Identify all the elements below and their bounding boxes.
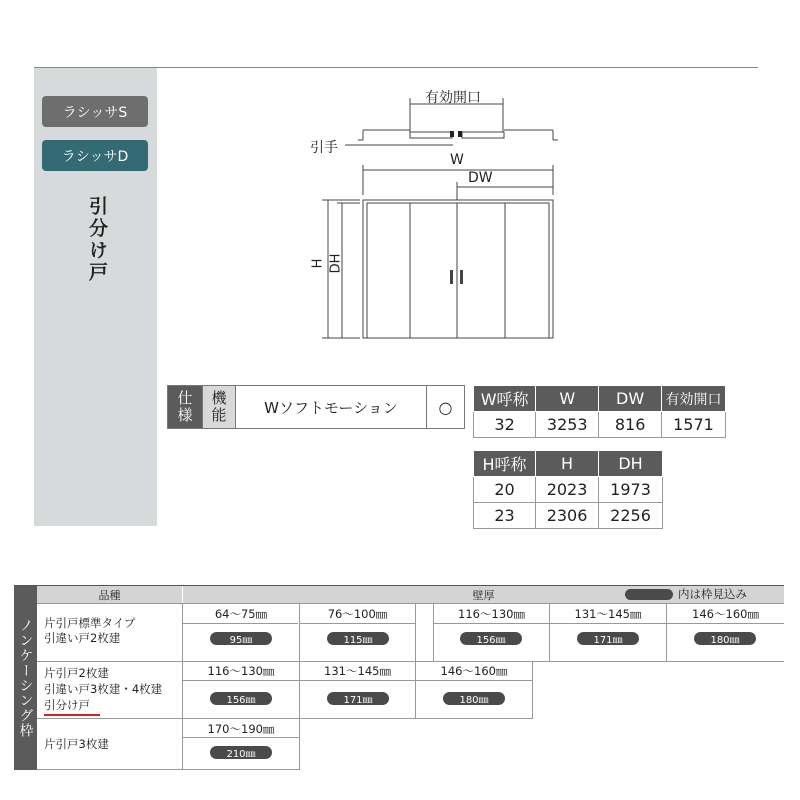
grid-line <box>434 623 784 624</box>
spec-row <box>167 385 465 429</box>
wall-range: 146〜160㎜ <box>440 664 508 678</box>
w-size-table <box>473 385 726 438</box>
cell: 2023 <box>536 477 599 503</box>
type-label: 引違い戸3枚建・4枚建 <box>44 682 163 696</box>
cell: 20 <box>474 477 536 503</box>
highlight-underline <box>44 714 100 716</box>
h-size-table <box>473 450 663 529</box>
badge-lasissa-s: ラシッサS <box>42 96 148 127</box>
col-header: H <box>536 451 599 477</box>
col-header: DH <box>599 451 663 477</box>
col-header: DW <box>599 386 662 412</box>
wall-header: 壁厚 <box>183 586 784 603</box>
grid-line <box>37 769 299 770</box>
product-title: 引分け戸 <box>86 196 108 284</box>
dw-label: DW <box>468 170 493 186</box>
grid-line <box>37 661 784 662</box>
h-label: H <box>310 258 326 269</box>
type-label-highlighted: 引分け戸 <box>44 698 90 712</box>
grid-line <box>183 737 299 738</box>
wall-range: 131〜145㎜ <box>324 664 391 678</box>
door-diagram <box>300 80 580 350</box>
function-mark: ○ <box>438 397 453 417</box>
cell: 1571 <box>661 412 725 438</box>
legend-text: 内は枠見込み <box>678 587 747 601</box>
type-label: 片引戸3枚建 <box>44 737 109 751</box>
type-label: 片引戸2枚建 <box>44 666 109 680</box>
dh-label: DH <box>328 253 344 274</box>
frame-depth-pill: 156㎜ <box>460 632 522 645</box>
grid-line <box>37 603 784 604</box>
cell: 23 <box>474 503 536 529</box>
cell: 1973 <box>599 477 663 503</box>
wall-range: 131〜145㎜ <box>574 607 642 621</box>
wall-range: 116〜130㎜ <box>458 607 525 621</box>
wall-range: 64〜75㎜ <box>214 607 268 621</box>
col-header: W呼称 <box>474 386 536 412</box>
grid-line <box>37 718 532 719</box>
legend-swatch <box>625 589 673 600</box>
frame-depth-pill: 210㎜ <box>210 746 272 759</box>
wall-range: 76〜100㎜ <box>327 607 388 621</box>
grid-line <box>182 603 183 770</box>
wall-range: 146〜160㎜ <box>692 607 759 621</box>
col-header: W <box>536 386 599 412</box>
frame-depth-pill: 171㎜ <box>327 692 389 705</box>
frame-depth-pill: 95㎜ <box>210 632 272 645</box>
badge-lasissa-d: ラシッサD <box>42 140 148 171</box>
sidebar <box>34 68 157 526</box>
type-header: 品種 <box>37 586 182 603</box>
frame-type-label: ノンケーシング枠 <box>14 586 37 770</box>
w-label: W <box>450 152 464 168</box>
type-label: 片引戸標準タイプ 引違い戸2枚建 <box>44 616 136 645</box>
col-header: H呼称 <box>474 451 536 477</box>
grid-line <box>532 661 533 719</box>
frame-depth-pill: 115㎜ <box>327 632 389 645</box>
grid-line <box>300 623 415 624</box>
opening-label: 有効開口 <box>425 90 481 106</box>
handle-label: 引手 <box>310 140 338 156</box>
table-row <box>474 412 726 438</box>
cell: 3253 <box>536 412 599 438</box>
function-label: 機能 <box>203 386 236 428</box>
spec-label: 仕様 <box>168 386 203 428</box>
wall-range: 170〜190㎜ <box>207 722 275 736</box>
table-row <box>474 503 663 529</box>
frame-depth-pill: 156㎜ <box>210 692 272 705</box>
frame-depth-pill: 180㎜ <box>443 692 505 705</box>
grid-line <box>299 603 300 770</box>
wall-range: 116〜130㎜ <box>207 664 275 678</box>
function-name: Wソフトモーション <box>236 386 427 428</box>
grid-line <box>183 623 298 624</box>
cell: 32 <box>474 412 536 438</box>
cell: 816 <box>599 412 662 438</box>
table-row <box>474 477 663 503</box>
grid-line <box>415 603 416 719</box>
frame-depth-pill: 171㎜ <box>577 632 639 645</box>
col-header: 有効開口 <box>661 386 725 412</box>
frame-depth-pill: 180㎜ <box>694 632 756 645</box>
cell: 2256 <box>599 503 663 529</box>
cell: 2306 <box>536 503 599 529</box>
grid-line <box>183 680 532 681</box>
